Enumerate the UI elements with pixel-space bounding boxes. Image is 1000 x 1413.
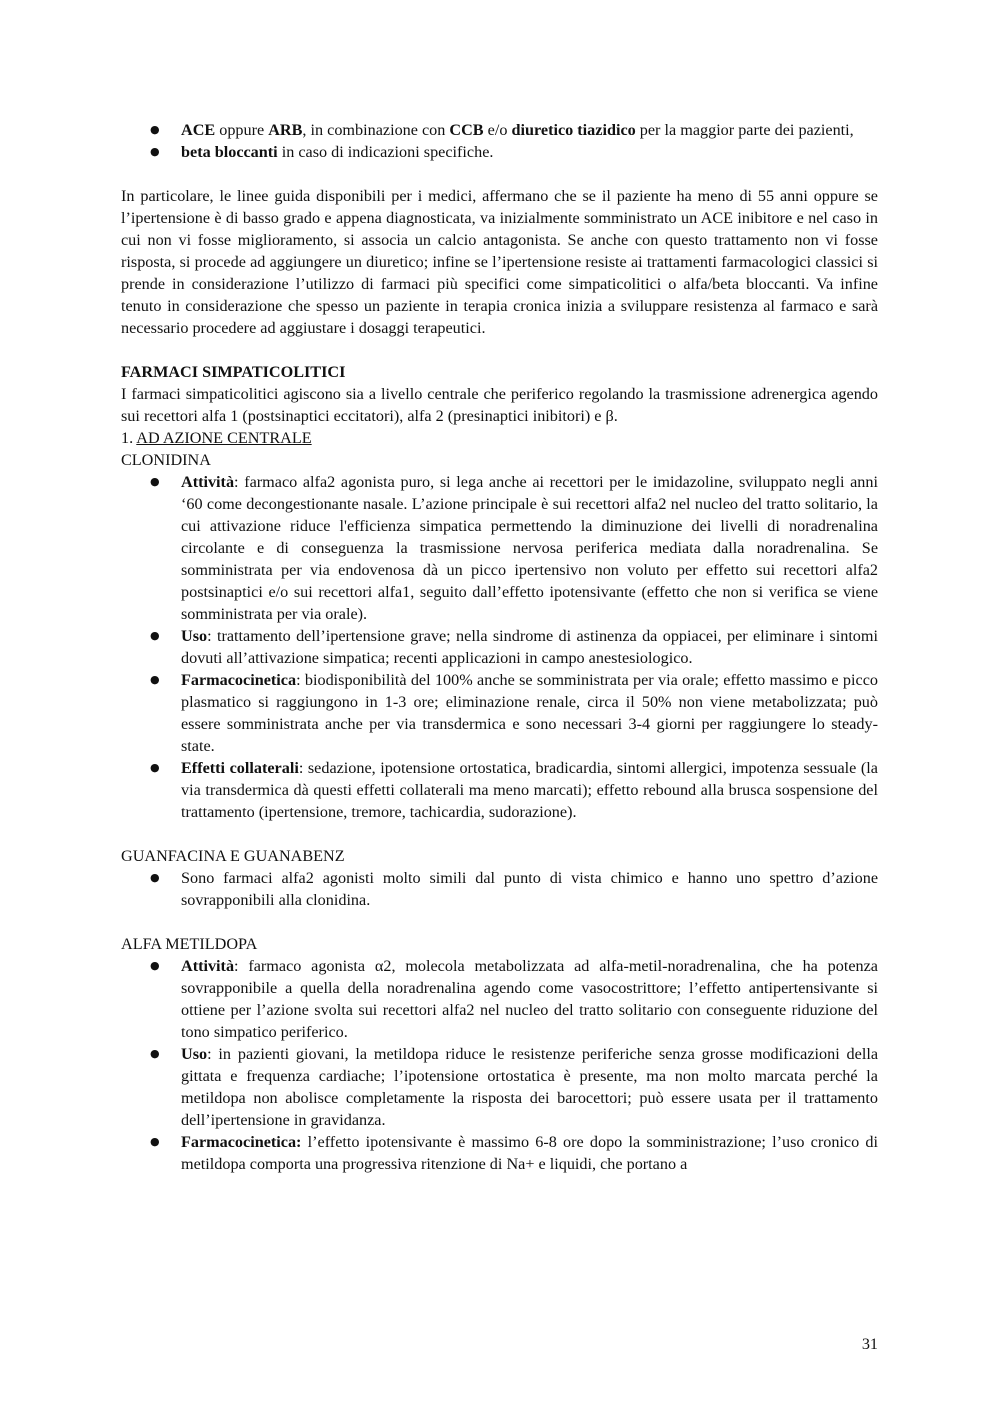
list-item [121, 1043, 878, 1131]
list-item [121, 625, 878, 669]
bold-term: Uso [181, 627, 208, 645]
guanfacina-title: GUANFACINA E GUANABENZ [121, 847, 345, 865]
bold-term: beta bloccanti [181, 143, 278, 161]
bold-term: Farmacocinetica [181, 671, 297, 689]
bold-term: ACE [181, 121, 216, 139]
section-title: FARMACI SIMPATICOLITICI [121, 363, 346, 381]
bold-term: Farmacocinetica: [181, 1133, 302, 1151]
list-item [121, 119, 878, 141]
guanfacina-list [121, 867, 878, 911]
list-text: Sono farmaci alfa2 agonisti molto simili dal punto di vista chimico e hanno uno spettro d’azione sovrapponibili alla clonidina. [181, 869, 878, 909]
list-text: l’effetto ipotensivante è massimo 6-8 ore dopo la somministrazione; l’uso cronico di metildopa comporta una progressiva ritenzione di Na+ e liquidi, che portano a [181, 1133, 878, 1173]
subsection-title: AD AZIONE CENTRALE [136, 429, 312, 447]
subsection-number: 1. [121, 429, 137, 447]
list-text: in caso di indicazioni specifiche. [277, 143, 494, 161]
bold-term: Attività [181, 473, 235, 491]
metildopa-list [121, 955, 878, 1175]
bold-term: Effetti collaterali [181, 759, 299, 777]
list-item [121, 141, 878, 163]
bold-term: Attività [181, 957, 235, 975]
intro-paragraph: In particolare, le linee guida disponibili per i medici, affermano che se il paziente ha meno di 55 anni oppure se l’ipertensione è di basso grado e appena diagnosticata, va inizialmente somministrato un ACE inibitore e nel caso in cui non vi fosse miglioramento, si associa un calcio antagonista. Se anche con questo trattamento non vi fosse risposta, si procede ad aggiungere un diuretico; infine se l’ipertensione resiste ai trattamenti farmacologici classici si prende in considerazione l’utilizzo di farmaci più specifici come simpaticolitici o alfa/beta bloccanti. Va infine tenuto in considerazione che spesso un paziente in terapia cronica inizia a sviluppare resistenza al farmaco e sarà necessario procedere ad aggiustare i dosaggi terapeutici. [121, 187, 878, 337]
metildopa-title: ALFA METILDOPA [121, 935, 258, 953]
list-text: per la maggior parte dei pazienti, [635, 121, 854, 139]
list-text: : in pazienti giovani, la metildopa riduce le resistenze periferiche senza grosse modificazioni della gittata e frequenza cardiache; l’ipotensione ortostatica è presente, ma non molto marcata perché la metildopa non abolisce completamente la risposta dei barocettori; può essere usata per il trattamento dell’ipertensione in gravidanza. [181, 1045, 878, 1129]
list-item [121, 1131, 878, 1175]
bold-term: ARB [268, 121, 303, 139]
list-item [121, 955, 878, 1043]
section-intro: I farmaci simpaticolitici agiscono sia a livello centrale che periferico regolando la trasmissione adrenergica agendo sui recettori alfa 1 (postsinaptici eccitatori), alfa 2 (presinaptici inibitori) e β. [121, 385, 878, 425]
bold-term: Uso [181, 1045, 208, 1063]
list-item [121, 867, 878, 911]
clonidina-title: CLONIDINA [121, 451, 211, 469]
list-text: : farmaco agonista α2, molecola metabolizzata ad alfa-metil-noradrenalina, che ha potenza sovrapponibile a quella della noradrenalina agendo come vasocostrittore; l’effetto antipertensivante si ottiene per l’azione svolta sui recettori alfa2 nel nucleo del tratto solitario con conseguente riduzione del tono simpatico periferico. [181, 957, 878, 1041]
list-text: : biodisponibilità del 100% anche se somministrata per via orale; effetto massimo e picco plasmatico si raggiungono in 1-3 ore; eliminazione renale, circa il 50% non viene metabolizzata; può essere somministrata anche per via transdermica e sono necessari 3-4 giorni per raggiungere lo steady-state. [181, 671, 878, 755]
list-text: : trattamento dell’ipertensione grave; nella sindrome di astinenza da oppiacei, per eliminare i sintomi dovuti all’attivazione simpatica; recenti applicazioni in campo anestesiologico. [181, 627, 878, 667]
top-bullet-list [121, 119, 878, 163]
list-item [121, 669, 878, 757]
list-text: : sedazione, ipotensione ortostatica, bradicardia, sintomi allergici, impotenza sessuale (la via transdermica dà questi effetti collaterali ma meno marcati); effetto rebound alla brusca sospensione del trattamento (ipertensione, tremore, tachicardia, sudorazione). [181, 759, 878, 821]
bold-term: diuretico tiazidico [511, 121, 636, 139]
list-text: , in combinazione con [302, 121, 450, 139]
page-content [121, 119, 878, 1175]
list-text: e/o [483, 121, 512, 139]
clonidina-list [121, 471, 878, 823]
page-number: 31 [861, 1335, 878, 1353]
bold-term: CCB [449, 121, 484, 139]
list-text: : farmaco alfa2 agonista puro, si lega anche ai recettori per le imidazoline, sviluppato negli anni ‘60 come decongestionante nasale. L’azione principale è sui recettori alfa2 nel nucleo del tratto solitario, la cui attivazione riduce l'efficienza simpatica permettendo la diminuzione dei livelli di noradrenalina circolante e di conseguenza la trasmissione nervosa periferica mediata dalla noradrenalina. Se somministrata per via endovenosa dà un picco ipertensivo non voluto per effetto sui recettori alfa2 postsinaptici e/o sui recettori alfa1, seguito dall’effetto ipotensivante (effetto che non si verifica se viene somministrata per via orale). [181, 473, 878, 623]
list-item [121, 757, 878, 823]
list-item [121, 471, 878, 625]
list-text: oppure [215, 121, 269, 139]
subsection-heading [121, 427, 878, 449]
